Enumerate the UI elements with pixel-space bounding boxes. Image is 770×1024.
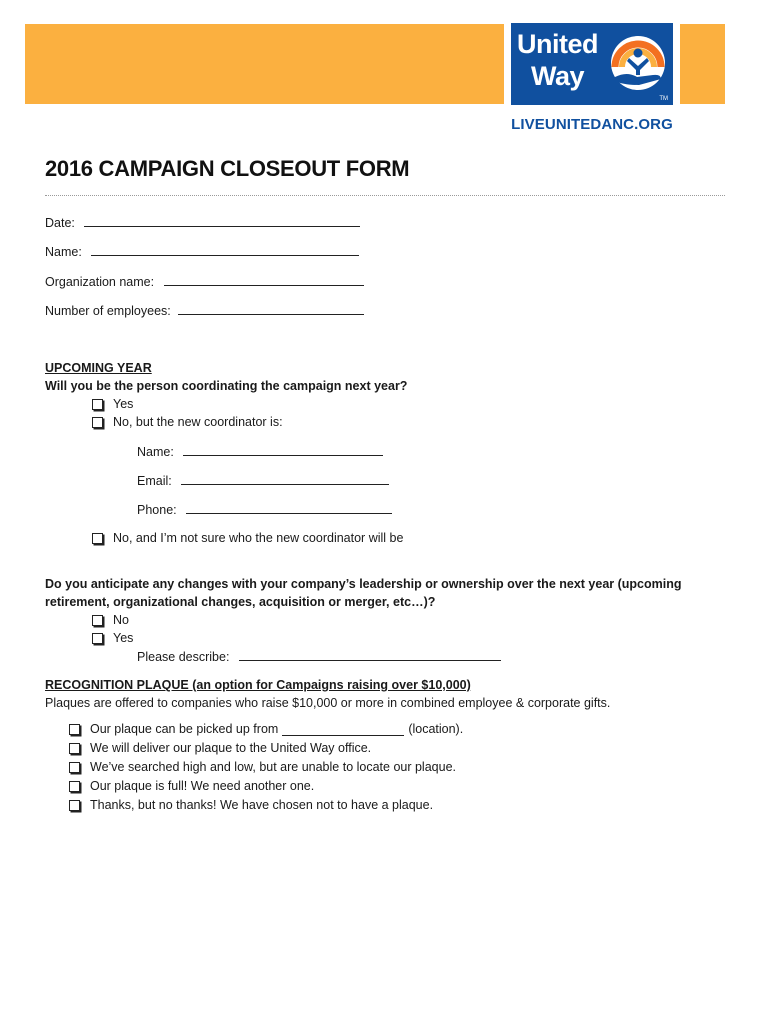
plaque-description: Plaques are offered to companies who raise $10,000 or more in combined employee & corporate gifts. — [45, 696, 611, 710]
option-leadership-no[interactable] — [92, 612, 129, 628]
coordinator-question: Will you be the person coordinating the campaign next year? — [45, 379, 408, 393]
option-label: Our plaque is full! We need another one. — [90, 779, 315, 793]
new-coordinator-name-row — [137, 443, 383, 460]
option-label: We will deliver our plaque to the United Way office. — [90, 741, 372, 755]
checkbox-icon[interactable] — [92, 533, 103, 544]
pickup-location-line[interactable] — [282, 723, 404, 736]
form-title: 2016 CAMPAIGN CLOSEOUT FORM — [45, 156, 410, 181]
date-field-row — [45, 214, 360, 231]
leadership-question-line-2: retirement, organizational changes, acquisition or merger, etc…)? — [45, 595, 436, 609]
logo-word-way: Way — [531, 61, 585, 91]
option-plaque-full[interactable] — [69, 778, 314, 794]
option-coordinator-no-unsure[interactable] — [92, 530, 403, 546]
new-coordinator-name-line[interactable] — [183, 443, 383, 456]
option-coordinator-yes[interactable] — [92, 396, 133, 412]
recognition-plaque-heading: RECOGNITION PLAQUE (an option for Campaigns raising over $10,000) — [45, 678, 471, 692]
checkbox-icon[interactable] — [92, 633, 103, 644]
united-way-logo — [511, 23, 673, 105]
organization-label: Organization name: — [45, 275, 155, 289]
checkbox-icon[interactable] — [69, 762, 80, 773]
option-leadership-yes[interactable] — [92, 630, 133, 646]
header-accent-bar-right — [680, 24, 725, 104]
organization-input-line[interactable] — [164, 273, 364, 286]
option-label: Yes — [113, 631, 134, 645]
hand-person-rainbow-icon — [609, 33, 667, 95]
name-input-line[interactable] — [91, 243, 359, 256]
upcoming-year-heading: UPCOMING YEAR — [45, 361, 152, 375]
checkbox-icon[interactable] — [92, 615, 103, 626]
new-coordinator-phone-line[interactable] — [186, 501, 392, 514]
new-coordinator-name-label: Name: — [137, 445, 174, 459]
website-link[interactable]: LIVEUNITEDANC.ORG — [511, 116, 673, 133]
option-label-suffix: (location). — [408, 722, 464, 736]
option-plaque-lost[interactable] — [69, 759, 456, 775]
option-label: Our plaque can be picked up from — [90, 722, 279, 736]
option-plaque-deliver[interactable] — [69, 740, 371, 756]
new-coordinator-email-line[interactable] — [181, 472, 389, 485]
header-accent-bar-left — [25, 24, 504, 104]
option-label: No, but the new coordinator is: — [113, 415, 283, 429]
checkbox-icon[interactable] — [92, 399, 103, 410]
organization-field-row — [45, 273, 364, 290]
checkbox-icon[interactable] — [69, 743, 80, 754]
option-plaque-decline[interactable] — [69, 797, 433, 813]
logo-word-united: United — [517, 29, 598, 59]
name-field-row — [45, 243, 359, 260]
checkbox-icon[interactable] — [92, 417, 103, 428]
trademark-mark: TM — [659, 96, 668, 102]
new-coordinator-phone-row — [137, 501, 392, 518]
employees-input-line[interactable] — [178, 302, 364, 315]
option-plaque-pickup[interactable] — [69, 721, 463, 737]
employees-field-row — [45, 302, 364, 319]
new-coordinator-phone-label: Phone: — [137, 503, 177, 517]
employees-label: Number of employees: — [45, 304, 171, 318]
describe-label: Please describe: — [137, 650, 230, 664]
describe-row — [137, 648, 501, 665]
option-label: We’ve searched high and low, but are unable to locate our plaque. — [90, 760, 456, 774]
new-coordinator-email-label: Email: — [137, 474, 172, 488]
title-divider — [45, 195, 725, 196]
checkbox-icon[interactable] — [69, 800, 80, 811]
checkbox-icon[interactable] — [69, 724, 80, 735]
option-label: Yes — [113, 397, 134, 411]
option-label: No, and I’m not sure who the new coordinator will be — [113, 531, 404, 545]
option-label: No — [113, 613, 129, 627]
new-coordinator-email-row — [137, 472, 389, 489]
describe-input-line[interactable] — [239, 648, 501, 661]
leadership-question-line-1: Do you anticipate any changes with your company’s leadership or ownership over the next year (upcoming — [45, 577, 682, 591]
date-label: Date: — [45, 216, 75, 230]
option-coordinator-no-new[interactable] — [92, 414, 283, 430]
date-input-line[interactable] — [84, 214, 360, 227]
name-label: Name: — [45, 245, 82, 259]
checkbox-icon[interactable] — [69, 781, 80, 792]
option-label: Thanks, but no thanks! We have chosen not to have a plaque. — [90, 798, 434, 812]
